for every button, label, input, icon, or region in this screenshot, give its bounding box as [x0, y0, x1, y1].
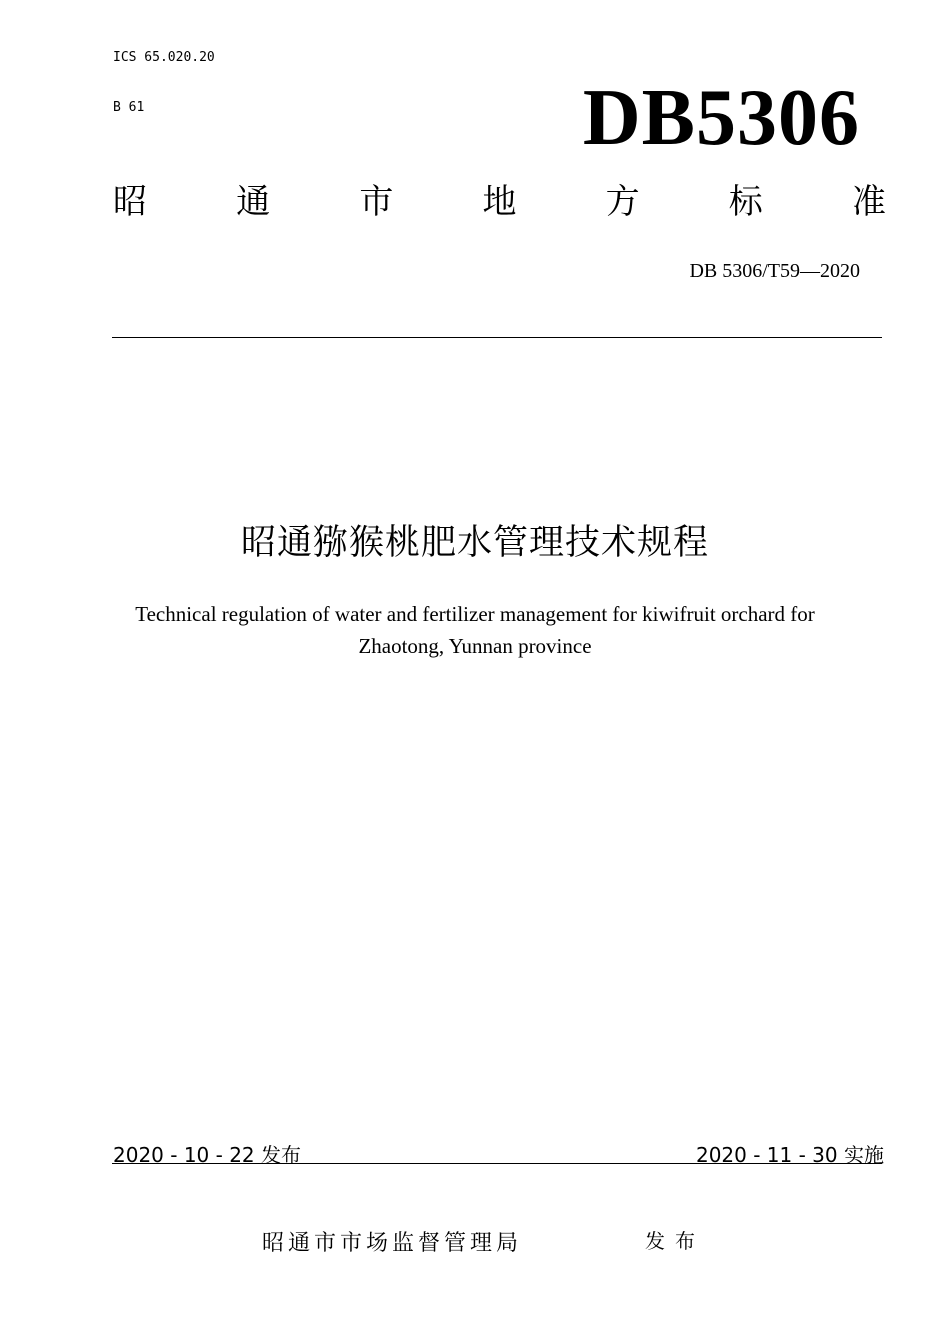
standard-type-char: 标 [728, 182, 763, 222]
standard-type-char: 昭 [113, 182, 147, 222]
standard-code-logo: DB5306 [582, 74, 860, 162]
implementation-date: 2020 - 11 - 30 实施 [695, 1143, 884, 1167]
standard-type-char: 地 [482, 182, 517, 222]
document-title-english [60, 598, 890, 662]
issue-date: 2020 - 10 - 22 发布 [113, 1143, 302, 1167]
standard-type-char: 方 [605, 182, 640, 222]
english-title-line: Technical regulation of water and fertilizer management for kiwifruit orchard for [135, 602, 815, 626]
document-title-chinese: 昭通猕猴桃肥水管理技术规程 [240, 523, 709, 563]
ccs-code: B 61 [113, 100, 145, 115]
bottom-divider [112, 1163, 882, 1164]
standard-type-heading [113, 182, 886, 222]
standard-type-char: 通 [236, 182, 271, 222]
ics-code: ICS 65.020.20 [113, 50, 215, 65]
english-title-line: Zhaotong, Yunnan province [358, 634, 592, 658]
publisher-name: 昭通市市场监督管理局 [262, 1231, 523, 1256]
standard-type-char: 准 [851, 182, 886, 222]
standard-number: DB 5306/T59—2020 [689, 260, 860, 282]
publish-label: 发布 [645, 1229, 705, 1253]
top-divider [112, 337, 882, 338]
standard-type-char: 市 [359, 182, 394, 222]
